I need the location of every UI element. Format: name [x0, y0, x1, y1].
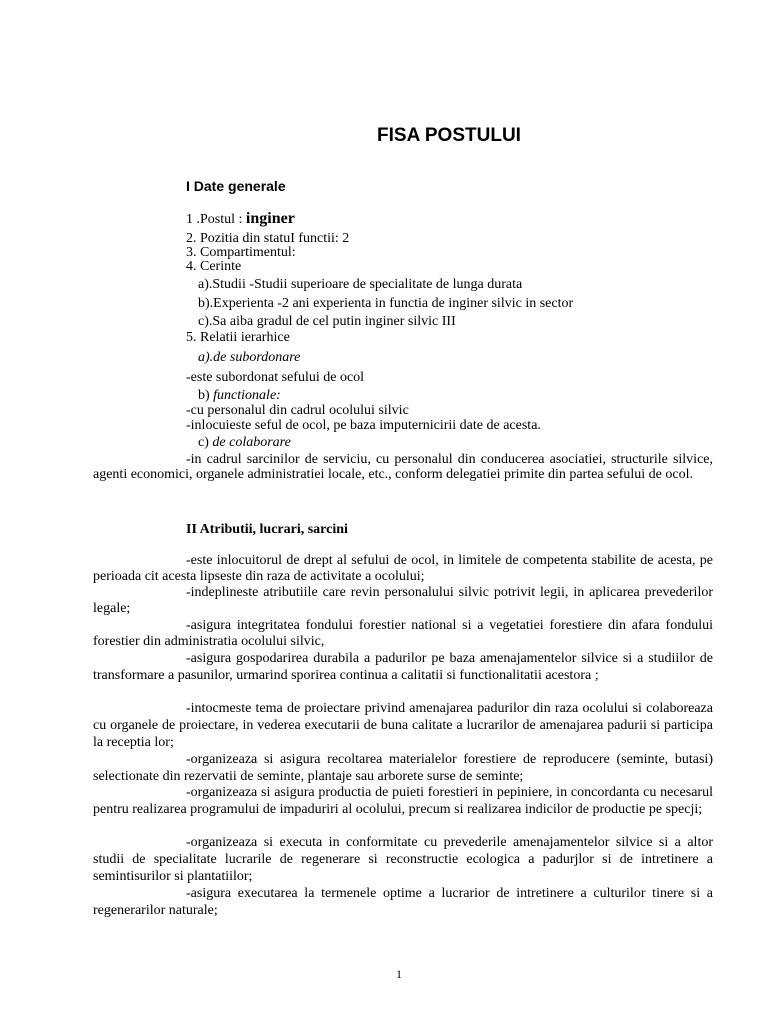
list-item: -organizeaza si asigura recoltarea materialelor forestiere de reproducere (seminte, butasi) selectionate din rezervatii de seminte, plantaje sau arborete surse de seminte;	[93, 752, 713, 784]
cerinte-a-line: a).Studii -Studii superioare de specialitate de lunga durata	[198, 277, 523, 292]
list-item: -intocmeste tema de proiectare privind amenajarea padurilor din raza ocolului si colaboreaza cu organele de proiectare, in vederea executarii de buna calitate a lucrarilor de amenajarea padurii si participa la receptia lor;	[93, 701, 713, 750]
cerinte-b-line: b).Experienta -2 ani experienta in functia de inginer silvic in sector	[198, 296, 574, 311]
list-item: -asigura integritatea fondului forestier national si a vegetatiei forestiere din afara fondului forestier din administratia ocolului silvic,	[93, 618, 713, 649]
functionale-prefix: b)	[198, 388, 214, 403]
list-item: -indeplineste atributiile care revin personalului silvic potrivit legii, in aplicarea prevederilor legale;	[93, 585, 713, 616]
functionale-line	[198, 388, 281, 404]
cerinte-c-line: c).Sa aiba gradul de cel putin inginer silvic III	[198, 314, 456, 329]
colaborare-line	[198, 435, 291, 451]
cerinte-line: 4. Cerinte	[186, 259, 242, 274]
colaborare-label: de colaborare	[212, 435, 291, 450]
functionale-label: functionale:	[213, 388, 281, 403]
postul-line	[186, 211, 295, 228]
subordonare-text: -este subordonat sefului de ocol	[186, 370, 365, 385]
list-item: -este inlocuitorul de drept al sefului de ocol, in limitele de competenta stabilite de acesta, pe perioada cit acesta lipseste din raza de activitate a ocolului;	[93, 553, 713, 584]
postul-label: 1 .Postul :	[186, 212, 246, 227]
colaborare-text: -in cadrul sarcinilor de serviciu, cu personalul din conducerea asociatiei, structurile silvice, agenti economici, organele administratiei locale, etc., conform delegatiei primite din partea sefului de ocol.	[93, 452, 713, 482]
relatii-line: 5. Relatii ierarhice	[186, 330, 290, 345]
functionale-item-1: -cu personalul din cadrul ocolului silvic	[186, 403, 409, 418]
compartiment-line: 3. Compartimentul:	[186, 245, 296, 260]
page-number: 1	[396, 967, 402, 981]
list-item: -organizeaza si asigura productia de puieti forestieri in pepiniere, in concordanta cu necesarul pentru realizarea programului de impaduriri al ocolului, precum si realizarea indicilor de productie pe specji;	[93, 785, 713, 817]
section-2-heading: II Atributii, lucrari, sarcini	[186, 522, 348, 537]
subordonare-label: a).de subordonare	[198, 350, 301, 365]
postul-value: inginer	[245, 210, 295, 227]
pozitia-line: 2. Pozitia din statuI functii: 2	[186, 231, 350, 246]
page-title: FISA POSTULUI	[377, 125, 521, 146]
functionale-item-2: -inlocuieste seful de ocol, pe baza imputernicirii date de acesta.	[186, 418, 541, 433]
colaborare-prefix: c)	[198, 435, 213, 450]
list-item: -asigura executarea la termenele optime a lucrarior de intretinere a culturilor tinere si a regenerarilor naturale;	[93, 886, 713, 918]
list-item: -organizeaza si executa in conformitate cu prevederile amenajamentelor silvice si a altor studii de specialitate lucrarile de regenerare si reconstructie ecologica a padurjlor si de intretinere a semintisurilor si plantatiilor;	[93, 835, 713, 884]
section-1-heading: I Date generale	[186, 178, 286, 194]
list-item: -asigura gospodarirea durabila a padurilor pe baza amenajamentelor silvice si a studiilor de transformare a pasunilor, urmarind sporirea continua a calitatii si functionalitatii acestora ;	[93, 651, 713, 683]
